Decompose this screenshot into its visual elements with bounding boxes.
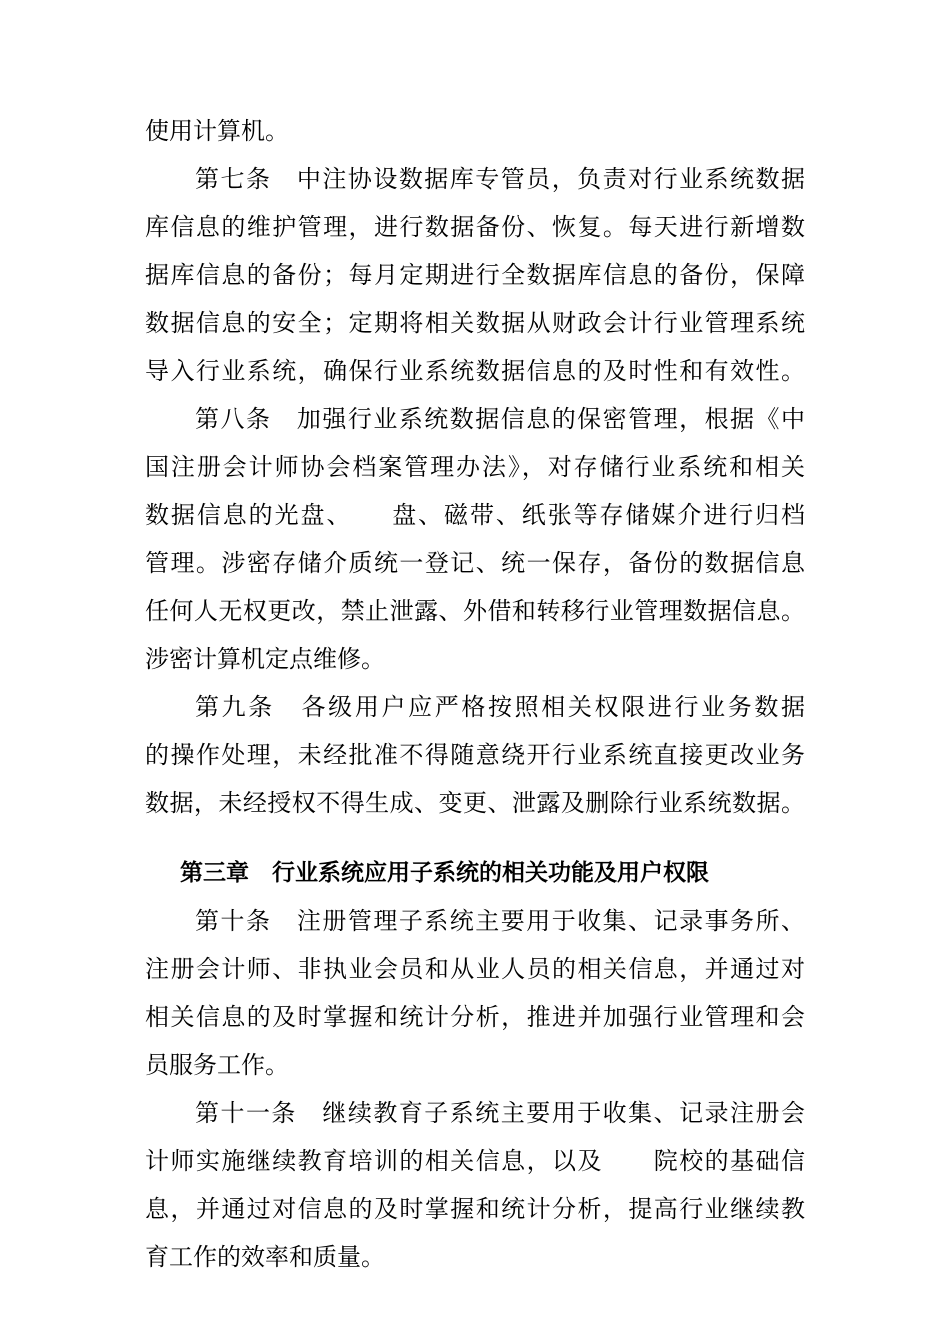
text-line: 数据信息的光盘、 盘、磁带、纸张等存储媒介进行归档 <box>145 501 805 529</box>
text-line: 导入行业系统，确保行业系统数据信息的及时性和有效性。 <box>145 357 805 385</box>
text-line: 数据信息的安全；定期将相关数据从财政会计行业管理系统 <box>145 309 805 337</box>
text-line: 育工作的效率和质量。 <box>145 1243 385 1271</box>
text-line: 国注册会计师协会档案管理办法》，对存储行业系统和相关 <box>145 453 805 481</box>
text-line: 涉密计算机定点维修。 <box>145 645 385 673</box>
text-line: 注册会计师、非执业会员和从业人员的相关信息，并通过对 <box>145 955 805 983</box>
article-11-line: 第十一条 继续教育子系统主要用于收集、记录注册会 <box>195 1099 805 1127</box>
text-line: 计师实施继续教育培训的相关信息，以及 院校的基础信 <box>145 1147 805 1175</box>
text-line: 管理。涉密存储介质统一登记、统一保存，备份的数据信息 <box>145 549 805 577</box>
article-10-line: 第十条 注册管理子系统主要用于收集、记录事务所、 <box>195 907 805 935</box>
chapter-3-heading: 第三章 行业系统应用子系统的相关功能及用户权限 <box>180 860 709 886</box>
text-line: 息，并通过对信息的及时掌握和统计分析，提高行业继续教 <box>145 1195 805 1223</box>
text-line: 员服务工作。 <box>145 1051 289 1079</box>
text-line: 数据，未经授权不得生成、变更、泄露及删除行业系统数据。 <box>145 789 805 817</box>
text-line: 库信息的维护管理，进行数据备份、恢复。每天进行新增数 <box>145 213 805 241</box>
article-7-line: 第七条 中注协设数据库专管员，负责对行业系统数据 <box>195 165 805 193</box>
text-line: 据库信息的备份；每月定期进行全数据库信息的备份，保障 <box>145 261 805 289</box>
text-line: 的操作处理，未经批准不得随意绕开行业系统直接更改业务 <box>145 741 805 769</box>
article-9-line: 第九条 各级用户应严格按照相关权限进行业务数据 <box>195 693 805 721</box>
text-line: 使用计算机。 <box>145 117 289 145</box>
article-8-line: 第八条 加强行业系统数据信息的保密管理，根据《中 <box>195 405 805 433</box>
text-line: 任何人无权更改，禁止泄露、外借和转移行业管理数据信息。 <box>145 597 805 625</box>
text-line: 相关信息的及时掌握和统计分析，推进并加强行业管理和会 <box>145 1003 805 1031</box>
